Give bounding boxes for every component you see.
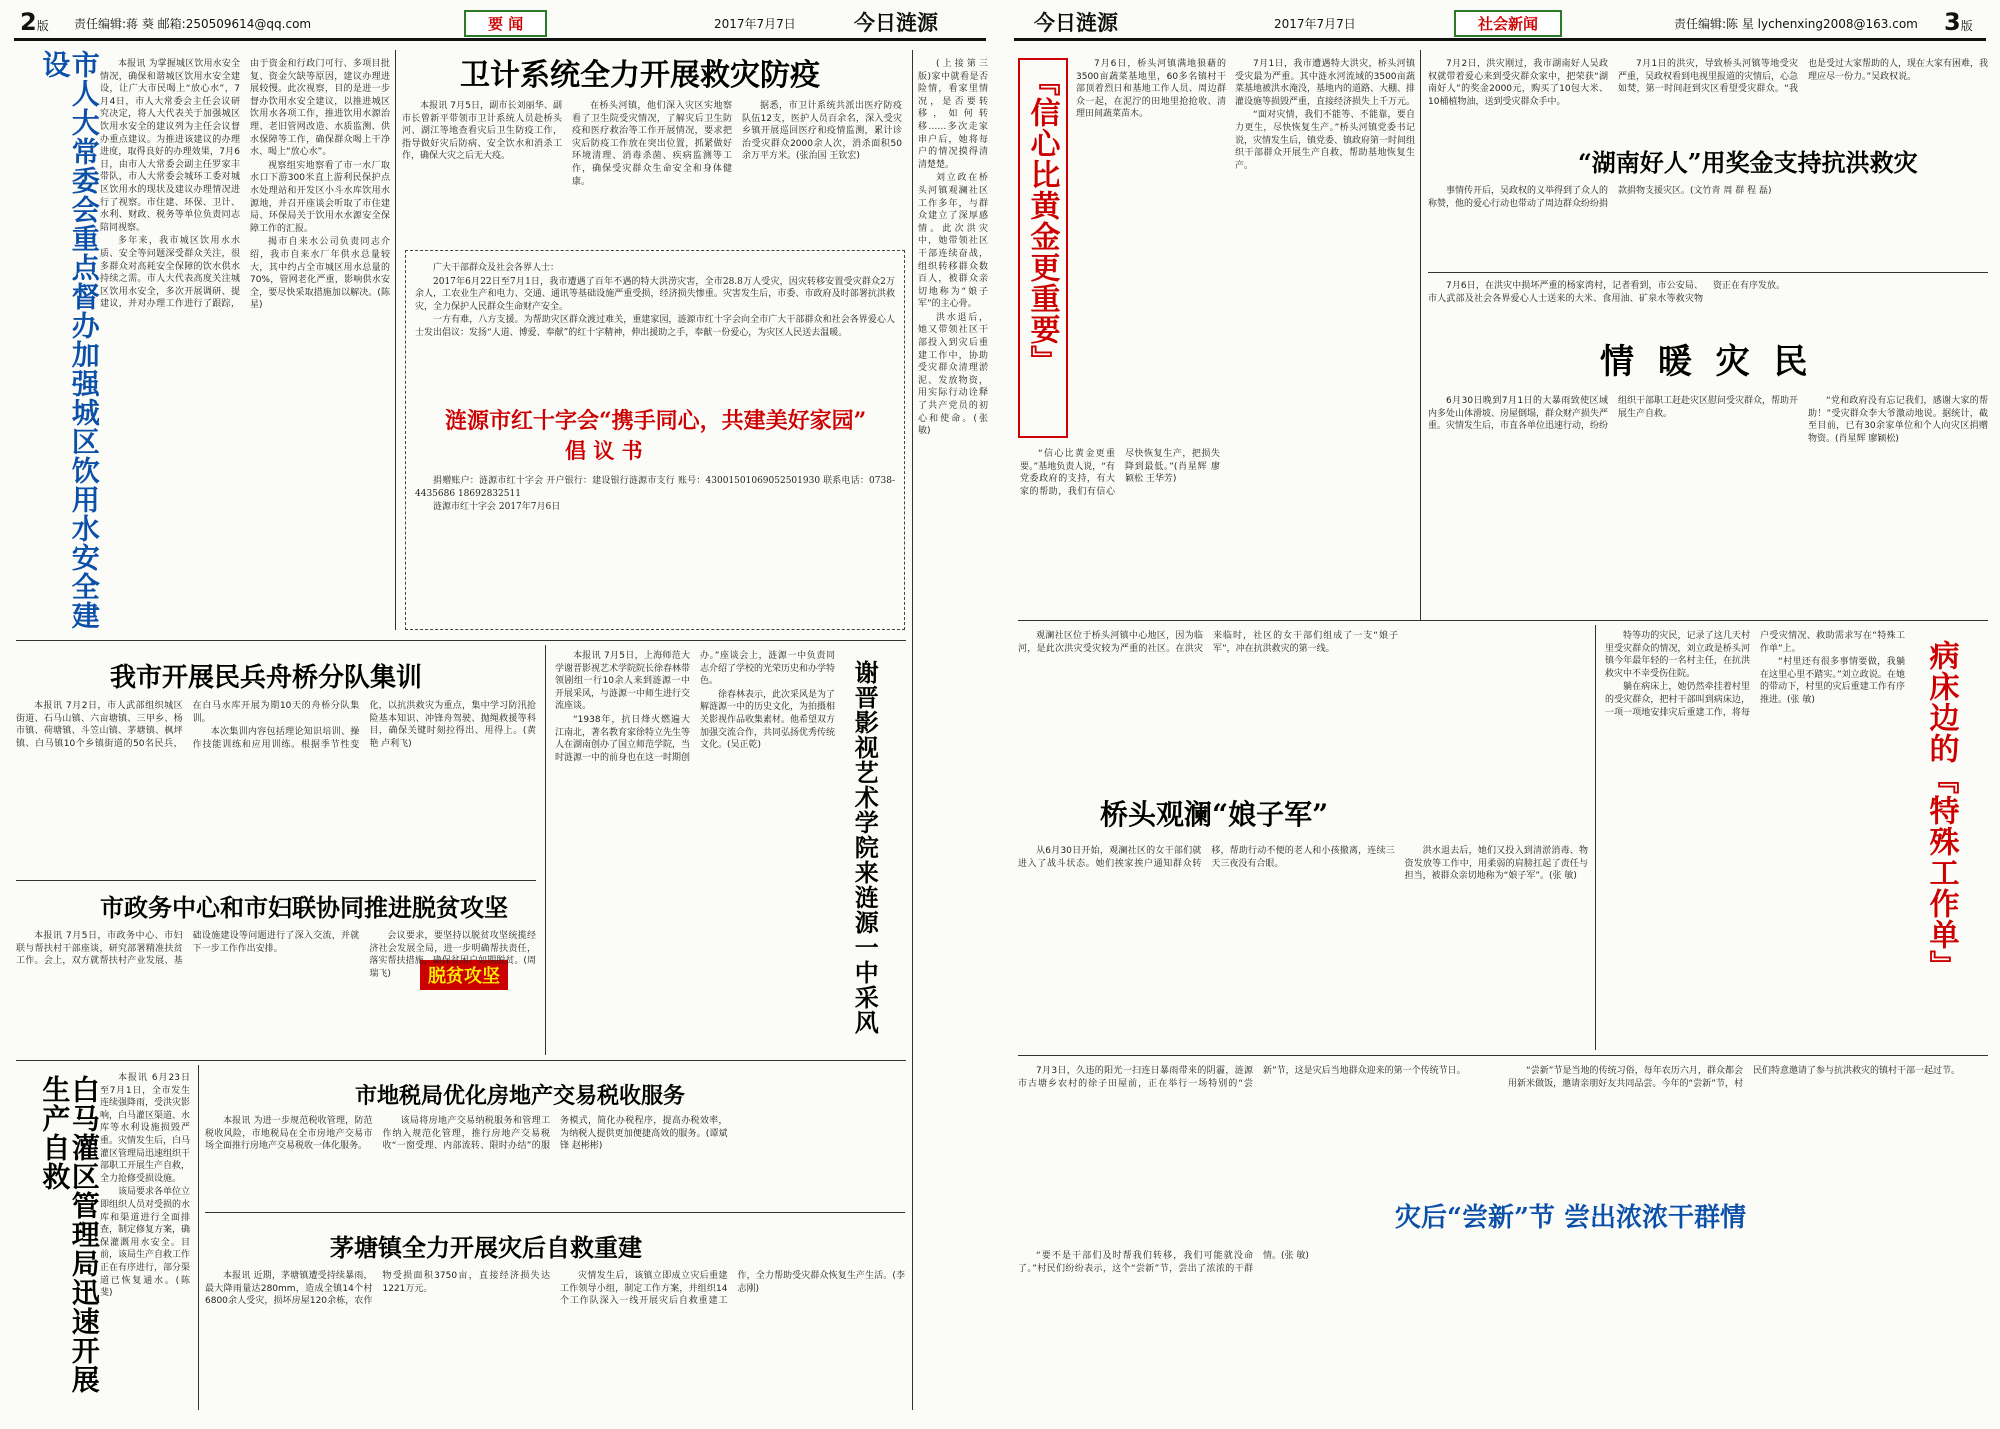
headline-box <box>1018 58 1068 438</box>
paragraph: 在桥头河镇，他们深入灾区实地察看了卫生院受灾情况，了解灾后卫生防疫和医疗救治等工作开展情况，要求把灾后防疫工作放在突出位置，抓紧做好环境清理、消毒杀菌、疾病监测等工作，确保受灾群众生命安全和身体健康。 <box>572 101 732 187</box>
paragraph: 多年来，我市城区饮用水水质、安全等问题深受群众关注，很多群众对高耗安全保障的饮水供水持续之需。市人大代表高度关注城区饮用水安全，多次开展调研、提建议，并对办理工作进行了跟踪，由于资金和行政门可行、多项目批复、资金欠缺等原因，建议办理进展较慢。此次视察，目的是进一步督办饮用水安全建议，以推进城区饮用水各项工作，推进饮用水源治理、老旧管网改造、水质监测、供水保障等工作，确保群众喝上干净水、喝上“放心水”。 <box>100 59 390 310</box>
article-body <box>205 1270 905 1410</box>
article-body <box>100 1072 190 1412</box>
paragraph: 徐春林表示，此次采风是为了解涟源一中的历史文化，为拍摄相关影视作品收集素材。他希望双方加强交流合作，共同弘扬优秀传统文化。(吴正乾) <box>700 689 835 751</box>
paragraph: 本次集训内容包括理论知识培训、操作技能训练和应用训练。根据季节性变化，以抗洪救灾为重点，集中学习防汛抢险基本知识、冲锋舟驾驶、抛绳救援等科目，确保关键时刻拉得出、用得上。(黄 艳 卢利飞) <box>192 701 536 750</box>
paragraph: 刘立政在桥头河镇观澜社区工作多年，与群众建立了深厚感情。此次洪灾中，她带领社区干部连续奋战，组织转移群众数百人，被群众亲切地称为“娘子军”的主心骨。 <box>918 173 988 310</box>
paper-name: 今日涟源 <box>1034 10 1118 35</box>
headline: 卫计系统全力开展救灾防疫 <box>460 58 820 93</box>
article-body <box>1428 395 1988 610</box>
paragraph: “面对灾情，我们不能等、不能靠，要自力更生，尽快恢复生产。”桥头河镇党委书记说，灾情发生后，镇党委、镇政府第一时间组织干部群众开展生产自救，帮助基地恢复生产。 <box>1235 110 1415 171</box>
headline: 灾后“尝新”节 尝出浓浓干群情 <box>1395 1203 1746 1233</box>
paragraph: 本报讯 7月5日，上海师范大学谢晋影视艺术学院院长徐春林带领剧组一行10余人来到涟源一中开展采风，与涟源一中师生进行交流座谈。 <box>555 651 691 712</box>
paragraph: 该局要求各单位立即组织人员对受损的水库和渠道进行全面排查，制定修复方案，确保灌溉用水安全。目前，该局生产自救工作正在有序进行，部分渠道已恢复通水。(陈 斐) <box>100 1187 190 1299</box>
paragraph: 本报讯 7月5日，副市长刘丽华、副市长曾新平带领市卫计系统人员赴桥头河、湖江等地查看灾后卫生防疫工作，指导做好灾后防病、安全饮水和消杀工作，确保大灾之后无大疫。 <box>402 101 562 162</box>
paragraph: 7月6日，桥头河镇满地狼藉的3500亩蔬菜基地里，60多名镇村干部顶着烈日和基地工作人员、周边群众一起，在泥泞的田地里抢抢收、清理田间蔬菜苗木。 <box>1076 59 1226 120</box>
paragraph: 广大干部群众及社会各界人士： <box>433 263 560 273</box>
paragraph: 揭市自来水公司负责同志介绍，我市自来水厂年供水总量较大，其中约占全市城区用水总量的70%，管网老化严重，影响供水安全，要尽快采取措施加以解决。(陈 星) <box>250 237 390 311</box>
headline: 市人大常委会重点督办加强城区饮用水安全建设 <box>38 50 101 630</box>
headline: 涟源市红十字会“携手同心，共建美好家园” <box>445 408 867 434</box>
paragraph: “信心比黄金更重要。”基地负责人说，“有党委政府的支持，有大家的帮助，我们有信心尽快恢复生产，把损失降到最低。”(肖星辉 廖颖松 王华芳) <box>1020 449 1220 497</box>
paragraph: 从6月30日开始，观澜社区的女干部们就进入了战斗状态。她们挨家挨户通知群众转移，帮助行动不便的老人和小孩撤离，连续三天三夜没有合眼。 <box>1018 846 1395 869</box>
article-body <box>415 262 895 402</box>
paragraph: 本报讯 6月23日至7月1日，全市发生连续强降雨，受洪灾影响，白马灌区渠道、水库等水利设施损毁严重。灾情发生后，白马灌区管理局迅速组织干部职工开展生产自救，全力抢修受损设施。 <box>100 1073 190 1184</box>
paragraph: 事情传开后，吴政权的义举得到了众人的称赞，他的爱心行动也带动了周边群众纷纷捐款捐物支援灾区。(文竹青 周 群 程 磊) <box>1428 186 1772 209</box>
article-body <box>16 700 536 875</box>
headline: 市地税局优化房地产交易税收服务 <box>355 1083 686 1109</box>
paragraph: 该局将房地产交易纳税服务和管理工作纳入规范化管理，推行房地产交易税收“一窗受理、内部流转、限时办结”的服务模式，简化办税程序，提高办税效率，为纳税人提供更加便捷高效的服务。(谭斌锋 赵彬彬) <box>382 1116 728 1152</box>
issue-date: 2017年7月7日 <box>1274 17 1356 31</box>
paragraph: 6月30日晚到7月1日的大暴雨致使区域内多处山体滑坡、房屋倒塌，群众财产损失严重。灾情发生后，市直各单位迅速行动，纷纷组织干部职工赶赴灾区慰问受灾群众，帮助开展生产自救。 <box>1428 396 1799 432</box>
article-body <box>1076 58 1226 258</box>
article-body <box>1018 1250 1988 1410</box>
article-body <box>415 475 895 625</box>
paragraph: 视察组实地察看了市一水厂取水口下游300米直上游利民保护点水处理站和开发区小斗水库饮用水源地，并召开座谈会听取了市住建局、环保局关于饮用水水源安全保障工作的汇报。 <box>250 160 390 234</box>
page-3 <box>1000 0 2000 1429</box>
paragraph: “尝新”节是当地的传统习俗，每年农历六月，群众都会用新米做饭，邀请亲朋好友共同品尝。今年的“尝新”节，村民们特意邀请了参与抗洪救灾的镇村干部一起过节。 <box>1508 1066 1961 1089</box>
article-body <box>205 1115 905 1205</box>
paragraph: “村里还有很多事情要做，我躺在这里心里不踏实。”刘立政说。在她的带动下，村里的灾后重建工作有序推进。(张 敏) <box>1760 657 1905 705</box>
paragraph: “党和政府没有忘记我们，感谢大家的帮助！”受灾群众李大爷激动地说。据统计，截至目前，已有30余家单位和个人向灾区捐赠物资。(肖星辉 廖颖松) <box>1808 396 1988 444</box>
paragraph: “要不是干部们及时帮我们转移，我们可能就没命了。”村民们纷纷表示，这个“尝新”节，尝出了浓浓的干群情。(张 敏) <box>1018 1251 1309 1274</box>
article-body <box>1020 448 1220 608</box>
paragraph: 涟源市红十字会 2017年7月6日 <box>433 502 561 513</box>
article-body <box>1428 185 1988 265</box>
section-label: 社会新闻 <box>1454 10 1562 37</box>
paragraph: 洪水退后，她又带领社区干部投入到灾后重建工作中，协助受灾群众清理淤泥、发放物资，用实际行动诠释了共产党员的初心和使命。(张 敏) <box>918 312 988 437</box>
article-body <box>16 930 536 1050</box>
page-header <box>1014 6 1986 41</box>
page-number: 3版 <box>1944 8 1973 36</box>
headline: 茅塘镇全力开展灾后自救重建 <box>330 1233 642 1262</box>
paragraph: 7月2日，洪灾刚过，我市湖南好人吴政权就带着爱心来到受灾群众家中，把荣获“湖南好人”的奖金2000元，购买了10包大米、10桶植物油，送到受灾群众手中。 <box>1428 59 1608 107</box>
subheadline: 倡 议 书 <box>565 438 643 463</box>
article-body <box>1018 845 1588 1045</box>
tag-label: 脱贫攻坚 <box>420 960 508 990</box>
paragraph: 特等功的灾民，记录了这几天村里受灾群众的情况，刘立政是桥头河镇今年最年轻的一名村主任，在抗洪救灾中不幸受伤住院。 <box>1605 631 1750 679</box>
article-body <box>1605 630 1905 1045</box>
paragraph: 本报讯 近期，茅塘镇遭受持续暴雨，最大降雨量达280mm，造成全镇14个村6800余人受灾，损坏房屋120余栋，农作物受损面积3750亩，直接经济损失达1221万元。 <box>205 1271 550 1307</box>
paragraph: 7月1日的洪灾，导致桥头河镇等地受灾严重，吴政权看到电视里报道的灾情后，心急如焚，第一时间赶到灾区看望受灾群众。“我也是受过大家帮助的人，现在大家有困难，我理应尽一份力。”吴政权说。 <box>1618 59 1988 95</box>
page-number: 2版 <box>20 8 49 36</box>
editor-info: 责任编辑:陈 星 lychenxing2008@163.com <box>1674 17 1918 31</box>
issue-date: 2017年7月7日 <box>714 17 796 31</box>
headline: “湖南好人”用奖金支持抗洪救灾 <box>1578 148 1918 177</box>
paragraph: 本报讯 为掌握城区饮用水安全情况，确保和谐城区饮用水安全建设，让广大市民喝上“放心水”，7月4日，市人大常委会主任会议研究决定，将人大代表关于加强城区饮用水安全的建议列为主任会议督办重点建议。为推进该建议的办理进度，取得良好的办理效果，7月6日，由市人大常委会副主任罗家丰带队，市人大常委会城环工委对城区饮用水的现状及建议办理情况进行了视察。市住建、环保、卫计、水利、财政、税务等单位负责同志陪同视察。 <box>100 59 240 233</box>
paragraph: 2017年6月22日至7月1日，我市遭遇了百年不遇的特大洪涝灾害，全市28.8万人受灾，因灾转移安置受灾群众2万余人，工农业生产和电力、交通、通讯等基础设施严重受损，经济损失惨重。灾害发生后，市委、市政府及时部署抗洪救灾，全力保护人民群众生命财产安全。 <box>415 276 895 312</box>
headline: 市政务中心和市妇联协同推进脱贫攻坚 <box>100 893 508 922</box>
article-body <box>555 650 835 1050</box>
article-body <box>1428 280 1988 340</box>
paragraph: 7月3日，久违的阳光一扫连日暴雨带来的阴霾，涟源市古塘乡农村的徐子田屋前，正在举行一场特别的“尝新”节，这是灾后当地群众迎来的第一个传统节日。 <box>1018 1066 1466 1089</box>
article-body <box>100 58 390 628</box>
article-body <box>1018 630 1398 790</box>
paragraph: 7月6日，在洪灾中损坏严重的杨家湾村，记者看到，市公安局、市人武部及社会各界爱心人士送来的大米、食用油、矿泉水等救灾物资正在有序发放。 <box>1428 281 1786 304</box>
headline: 桥头观澜“娘子军” <box>1100 798 1329 831</box>
article-body <box>402 100 902 240</box>
headline: 病床边的『特殊工作单』 <box>1923 640 1959 981</box>
headline: 我市开展民兵舟桥分队集训 <box>110 663 423 693</box>
paragraph: 本报讯 7月2日，市人武部组织城区街道、石马山镇、六亩塘镇、三甲乡、杨市镇、荷塘镇、斗笠山镇、茅塘镇、枫坪镇、白马镇10个乡镇街道的50名民兵，在白马水库开展为期10天的舟桥分队集训。 <box>16 701 360 749</box>
paragraph: 观澜社区位于桥头河镇中心地区，因为临河，是此次洪灾受灾较为严重的社区。在洪灾来临时，社区的女干部们组成了一支“娘子军”，冲在抗洪救灾的第一线。 <box>1018 631 1398 654</box>
page-header <box>14 6 986 41</box>
article-body <box>1428 58 1988 148</box>
paragraph: 会议要求，要坚持以脱贫攻坚统揽经济社会发展全局，进一步明确帮扶责任，落实帮扶措施，确保贫困户如期脱贫。(周瑞飞) <box>369 931 536 979</box>
headline: 『信心比黄金更重要』 <box>1024 66 1060 376</box>
paragraph: 灾情发生后，该镇立即成立灾后重建工作领导小组，制定工作方案，并组织14个工作队深入一线开展灾后自救重建工作，全力帮助受灾群众恢复生产生活。(李志刚) <box>560 1271 905 1307</box>
paragraph: (上接第三版)家中就看是否险情，看家里情况，是否要转移，如何转移……多次走家串户后，她将每户的情况摸得清清楚楚。 <box>918 59 988 170</box>
paragraph: 洪水退去后，她们又投入到清淤消毒、物资发放等工作中，用柔弱的肩膀扛起了责任与担当，被群众亲切地称为“娘子军”。(张 敏) <box>1404 846 1588 882</box>
paragraph: 躺在病床上，她仍然牵挂着村里的受灾群众，把村干部叫到病床边，一项一项地安排灾后重建工作，将每户受灾情况、救助需求写在“特殊工作单”上。 <box>1605 631 1905 718</box>
section-label: 要 闻 <box>464 10 547 37</box>
paragraph: 7月1日，我市遭遇特大洪灾，桥头河镇受灾最为严重。其中涟水河流域的3500亩蔬菜基地被洪水淹没，基地内的道路、大棚、排灌设施等损毁严重，直接经济损失上千万元。 <box>1235 59 1415 107</box>
article-body <box>918 58 988 1408</box>
paper-name: 今日涟源 <box>854 10 938 35</box>
paragraph: 据悉，市卫计系统共派出医疗防疫队伍12支，医护人员百余名，深入受灾乡镇开展巡回医疗和疫情监测，累计诊治受灾群众2000余人次，消杀面积50余万平方米。(张治国 王钦宏) <box>742 101 902 162</box>
headline: 谢晋影视艺术学院来涟源一中采风 <box>850 660 880 1035</box>
paragraph: “1938年，抗日烽火燃遍大江南北，著名教育家徐特立先生等人在湖南创办了国立师范学院，当时涟源一中的前身也在这一时期创办。”座谈会上，涟源一中负责同志介绍了学校的光荣历史和办学特色。 <box>555 651 835 763</box>
paragraph: 本报讯 为进一步规范税收管理，防范税收风险，市地税局在全市房地产交易市场全面推行房地产交易税收一体化服务。 <box>205 1116 373 1152</box>
paragraph: 捐赠账户：涟源市红十字会 开户银行：建设银行涟源市支行 账号：43001501069052501930 联系电话：0738-4435686 18692832511 <box>415 476 895 499</box>
headline: 情 暖 灾 民 <box>1600 342 1814 382</box>
article-body <box>1018 1065 1988 1195</box>
paragraph: 本报讯 7月5日，市政务中心、市妇联与帮扶村干部座谈，研究部署精准扶贫工作。会上，双方就帮扶村产业发展、基础设施建设等问题进行了深入交流，并就下一步工作作出安排。 <box>16 931 360 967</box>
paragraph: 一方有难，八方支援。为帮助灾区群众渡过难关，重建家园，涟源市红十字会向全市广大干部群众和社会各界爱心人士发出倡议：发扬“人道、博爱、奉献”的红十字精神，伸出援助之手，奉献一份爱心，为灾区人民送去温暖。 <box>415 315 895 338</box>
article-body <box>1235 58 1415 608</box>
editor-info: 责任编辑:蒋 葵 邮箱:250509614@qq.com <box>74 17 312 31</box>
headline: 白马灌区管理局迅速开展生产自救 <box>38 1075 101 1394</box>
